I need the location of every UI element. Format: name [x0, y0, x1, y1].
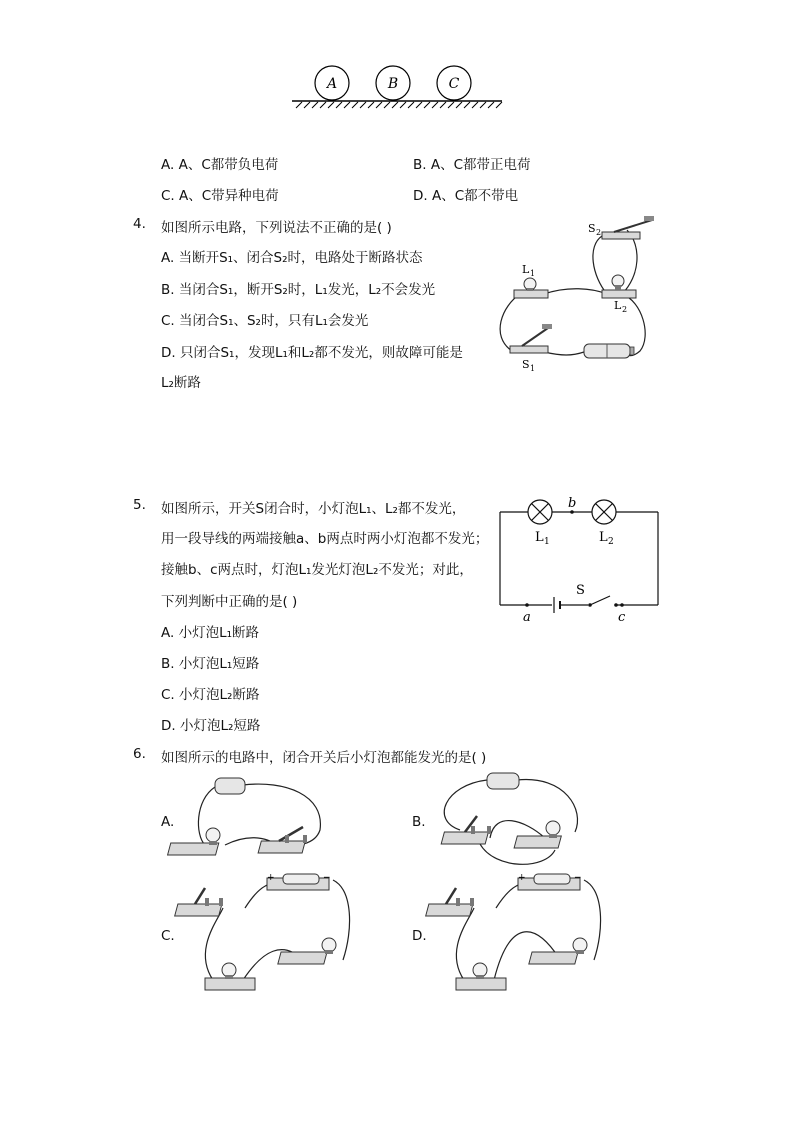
q6-option-b-circuit	[435, 770, 585, 870]
q3-option-d[interactable]: D. A、C都不带电	[413, 188, 519, 204]
q5-stem-line-4: 下列判断中正确的是( )	[161, 594, 298, 610]
svg-text:S: S	[588, 222, 596, 235]
ball-a	[315, 66, 349, 100]
q4-option-a[interactable]: A. 当断开S₁、闭合S₂时，电路处于断路状态	[161, 250, 423, 266]
svg-text:a: a	[523, 610, 531, 625]
q4-option-d[interactable]: D. 只闭合S₁，发现L₁和L₂都不发光，则故障可能是	[161, 345, 463, 361]
q5-point-b	[568, 496, 576, 514]
svg-text:1: 1	[530, 269, 536, 278]
q4-stem: 如图所示电路，下列说法不正确的是( )	[161, 220, 392, 236]
svg-text:2: 2	[596, 228, 602, 237]
q6-option-d-label[interactable]: D.	[412, 928, 427, 944]
q6-stem: 如图所示的电路中，闭合开关后小灯泡都能发光的是( )	[161, 750, 487, 766]
q4-switch-s2	[588, 216, 654, 239]
q5-point-c	[618, 603, 626, 625]
q5-option-a[interactable]: A. 小灯泡L₁断路	[161, 625, 260, 641]
svg-text:B: B	[387, 76, 399, 92]
q4-option-c[interactable]: C. 当闭合S₁、S₂时，只有L₁会发光	[161, 313, 369, 329]
q4-number: 4.	[133, 216, 146, 232]
svg-text:L: L	[522, 263, 530, 276]
svg-text:S: S	[522, 358, 530, 371]
q5-option-d[interactable]: D. 小灯泡L₂短路	[161, 718, 261, 734]
svg-text:b: b	[568, 496, 577, 511]
svg-text:L: L	[599, 530, 608, 545]
q5-circuit-schematic	[498, 495, 663, 625]
q5-point-a	[523, 603, 531, 625]
q4-battery	[584, 344, 634, 358]
svg-text:2: 2	[608, 537, 614, 547]
q5-option-c[interactable]: C. 小灯泡L₂断路	[161, 687, 260, 703]
q4-circuit-figure	[492, 216, 662, 376]
svg-text:C: C	[448, 76, 460, 92]
svg-text:A: A	[326, 76, 338, 92]
q3-option-c[interactable]: C. A、C带异种电荷	[161, 188, 279, 204]
ground-surface	[292, 101, 502, 108]
q4-bulb-l2	[602, 275, 636, 314]
q4-option-d-cont: L₂断路	[161, 375, 201, 391]
svg-text:1: 1	[530, 364, 536, 373]
q4-bulb-l1	[514, 263, 548, 298]
ball-c	[437, 66, 471, 100]
svg-text:−: −	[574, 873, 582, 883]
svg-text:2: 2	[622, 305, 628, 314]
q3-option-a[interactable]: A. A、C都带负电荷	[161, 157, 279, 173]
q5-switch-s	[576, 583, 618, 607]
q5-number: 5.	[133, 497, 146, 513]
svg-text:c: c	[618, 610, 626, 625]
svg-text:S: S	[576, 583, 585, 598]
svg-text:1: 1	[544, 537, 550, 547]
q5-option-b[interactable]: B. 小灯泡L₁短路	[161, 656, 260, 672]
q3-option-b[interactable]: B. A、C都带正电荷	[413, 157, 531, 173]
q6-number: 6.	[133, 746, 146, 762]
q5-stem-line-1: 如图所示，开关S闭合时，小灯泡L₁、L₂都不发光，	[161, 501, 466, 517]
q5-lamp-l1	[528, 500, 552, 547]
q5-battery	[554, 597, 570, 613]
q4-option-b[interactable]: B. 当闭合S₁，断开S₂时，L₁发光，L₂不会发光	[161, 282, 436, 298]
svg-text:+: +	[267, 873, 275, 883]
q5-stem-line-3: 接触b、c两点时，灯泡L₁发光灯泡L₂不发光；对此，	[161, 562, 473, 578]
svg-text:−: −	[323, 873, 331, 883]
q5-lamp-l2	[592, 500, 616, 547]
q6-option-a-label[interactable]: A.	[161, 814, 175, 830]
svg-text:L: L	[535, 530, 544, 545]
svg-text:+: +	[518, 873, 526, 883]
ball-b	[376, 66, 410, 100]
charged-balls-figure	[290, 64, 505, 114]
q4-switch-s1	[510, 324, 552, 373]
q6-option-b-label[interactable]: B.	[412, 814, 426, 830]
q6-option-c-circuit	[183, 870, 358, 1000]
svg-text:L: L	[614, 299, 622, 312]
q5-stem-line-2: 用一段导线的两端接触a、b两点时两小灯泡都不发光；	[161, 531, 489, 547]
q6-option-d-circuit	[434, 870, 609, 1000]
q6-option-a-circuit	[185, 775, 335, 865]
q6-option-c-label[interactable]: C.	[161, 928, 175, 944]
